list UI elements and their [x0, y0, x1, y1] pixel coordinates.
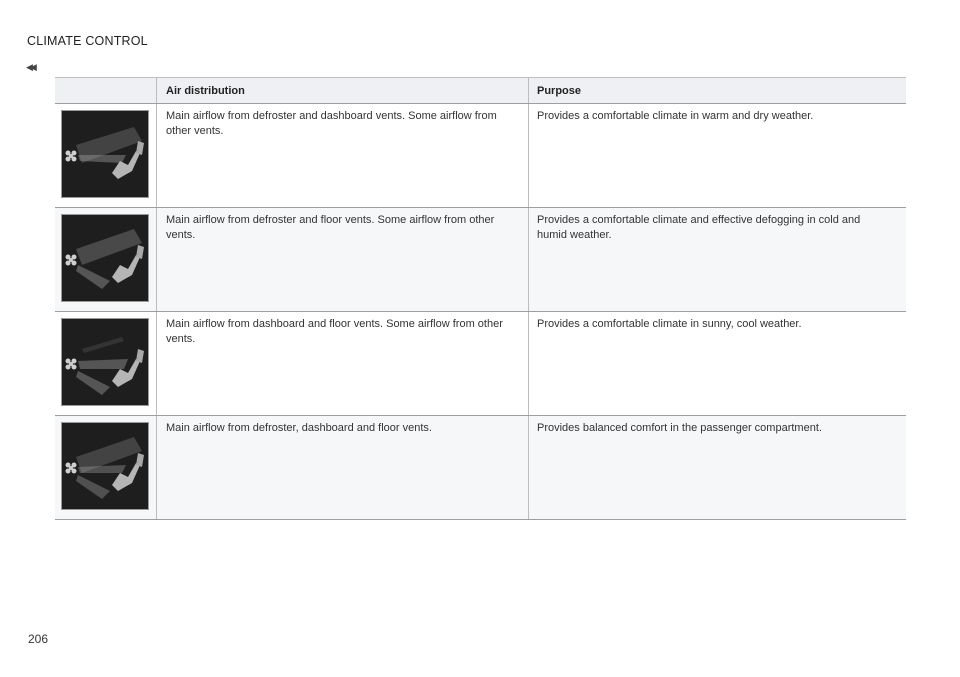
- air-distribution-text: Main airflow from defroster and floor vents. Some airflow from other vents.: [157, 208, 529, 311]
- purpose-text: Provides a comfortable climate in warm and dry weather.: [537, 110, 814, 122]
- air-distribution-text: Main airflow from dashboard and floor vents. Some airflow from other vents.: [157, 312, 529, 415]
- column-header-air-distribution: Air distribution: [157, 78, 529, 103]
- image-column-header: [55, 78, 157, 103]
- purpose-text: Provides a comfortable climate in sunny, cool weather.: [537, 318, 802, 330]
- air-distribution-text: Main airflow from defroster, dashboard and floor vents.: [157, 416, 529, 519]
- purpose-text: Provides balanced comfort in the passenger compartment.: [537, 422, 822, 434]
- air-distribution-dashboard-floor-icon: [61, 318, 149, 406]
- image-cell: [55, 104, 157, 207]
- section-header: CLIMATE CONTROL: [27, 34, 148, 48]
- table-row: [55, 104, 906, 208]
- page-number: 206: [28, 632, 49, 646]
- purpose-text: Provides a comfortable climate and effective defogging in cold and humid weather.: [537, 214, 861, 241]
- back-arrow-icon[interactable]: ◀◀: [26, 62, 34, 72]
- image-cell: [55, 416, 157, 519]
- table-row: [55, 208, 906, 312]
- image-cell: [55, 208, 157, 311]
- air-distribution-all-vents-icon: [61, 422, 149, 510]
- air-distribution-defroster-floor-icon: [61, 214, 149, 302]
- table-row: [55, 416, 906, 520]
- air-distribution-defroster-dashboard-icon: [61, 110, 149, 198]
- table-header-row: [55, 78, 906, 104]
- air-distribution-text: Main airflow from defroster and dashboard vents. Some airflow from other vents.: [157, 104, 529, 207]
- air-distribution-table: [55, 77, 906, 520]
- image-cell: [55, 312, 157, 415]
- column-header-purpose: Purpose: [537, 85, 582, 97]
- table-row: [55, 312, 906, 416]
